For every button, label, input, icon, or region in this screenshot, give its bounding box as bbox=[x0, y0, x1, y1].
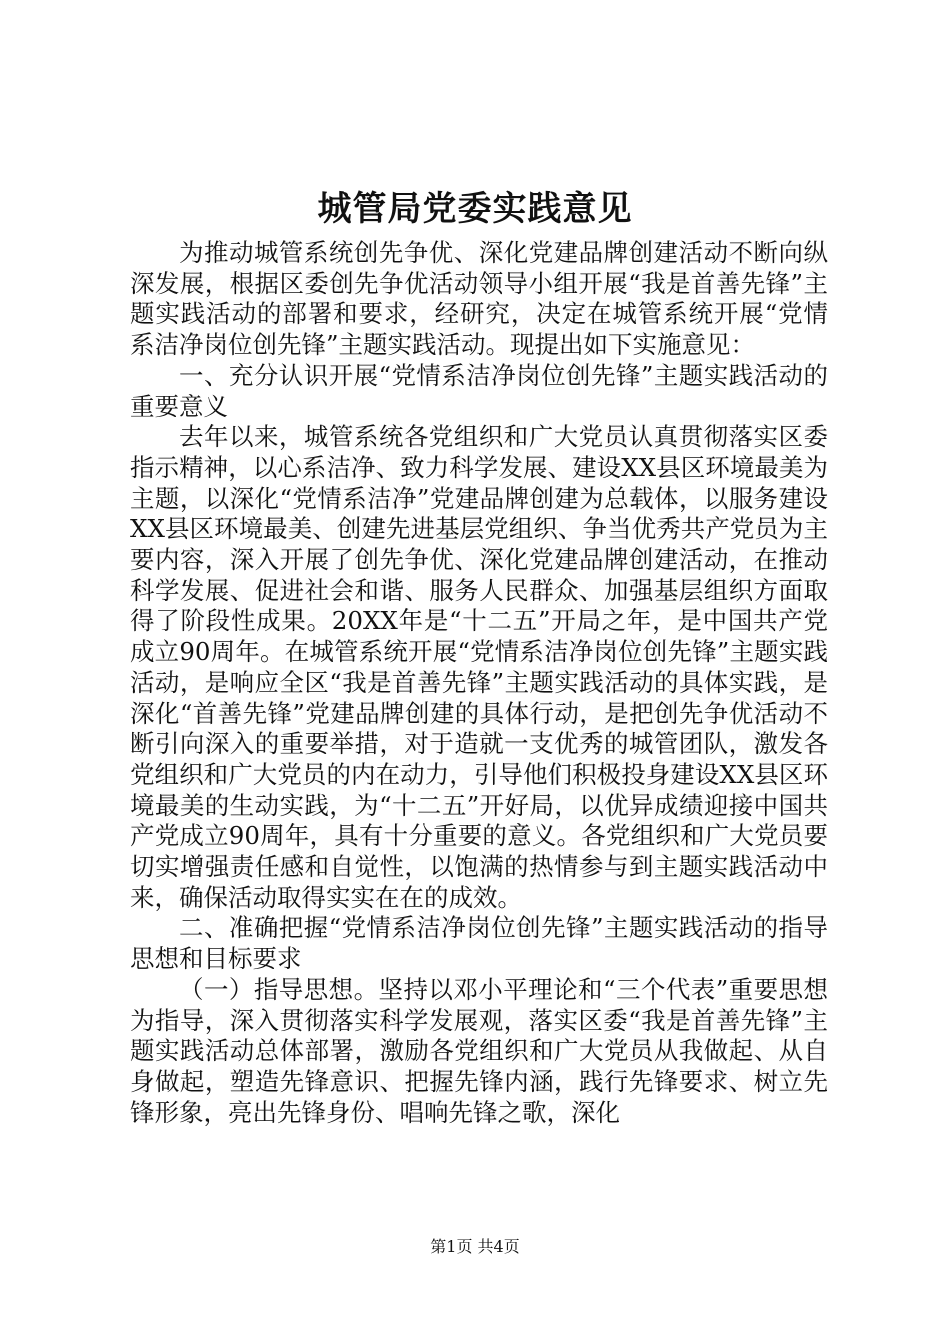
guiding-ideology-paragraph: （一）指导思想。坚持以邓小平理论和“三个代表”重要思想为指导，深入贯彻落实科学发展观，落实区委“我是首善先锋”主题实践活动总体部署，激励各党组织和广大党员从我做起、从自身做起，塑造先锋意识、把握先锋内涵，践行先锋要求、树立先锋形象，亮出先锋身份、唱响先锋之歌，深化 bbox=[130, 974, 828, 1127]
intro-paragraph: 为推动城管系统创先争优、深化党建品牌创建活动不断向纵深发展，根据区委创先争优活动领导小组开展“我是首善先锋”主题实践活动的部署和要求，经研究，决定在城管系统开展“党情系洁净岗位创先锋”主题实践活动。现提出如下实施意见： bbox=[130, 238, 828, 360]
section-heading-2: 二、准确把握“党情系洁净岗位创先锋”主题实践活动的指导思想和目标要求 bbox=[130, 913, 828, 974]
section-1-paragraph: 去年以来，城管系统各党组织和广大党员认真贯彻落实区委指示精神，以心系洁净、致力科学发展、建设XX县区环境最美为主题，以深化“党情系洁净”党建品牌创建为总载体，以服务建设XX县区环境最美、创建先进基层党组织、争当优秀共产党员为主要内容，深入开展了创先争优、深化党建品牌创建活动，在推动科学发展、促进社会和谐、服务人民群众、加强基层组织方面取得了阶段性成果。20XX年是“十二五”开局之年，是中国共产党成立90周年。在城管系统开展“党情系洁净岗位创先锋”主题实践活动，是响应全区“我是首善先锋”主题实践活动的具体实践，是深化“首善先锋”党建品牌创建的具体行动，是把创先争优活动不断引向深入的重要举措，对于造就一支优秀的城管团队，激发各党组织和广大党员的内在动力，引导他们积极投身建设XX县区环境最美的生动实践，为“十二五”开好局，以优异成绩迎接中国共产党成立90周年，具有十分重要的意义。各党组织和广大党员要切实增强责任感和自觉性，以饱满的热情参与到主题实践活动中来，确保活动取得实实在在的成效。 bbox=[130, 422, 828, 912]
page-footer: 第1页 共4页 bbox=[430, 1237, 520, 1256]
document-title: 城管局党委实践意见 bbox=[317, 189, 633, 229]
section-heading-1: 一、充分认识开展“党情系洁净岗位创先锋”主题实践活动的重要意义 bbox=[130, 360, 828, 421]
document-body bbox=[130, 238, 828, 1128]
